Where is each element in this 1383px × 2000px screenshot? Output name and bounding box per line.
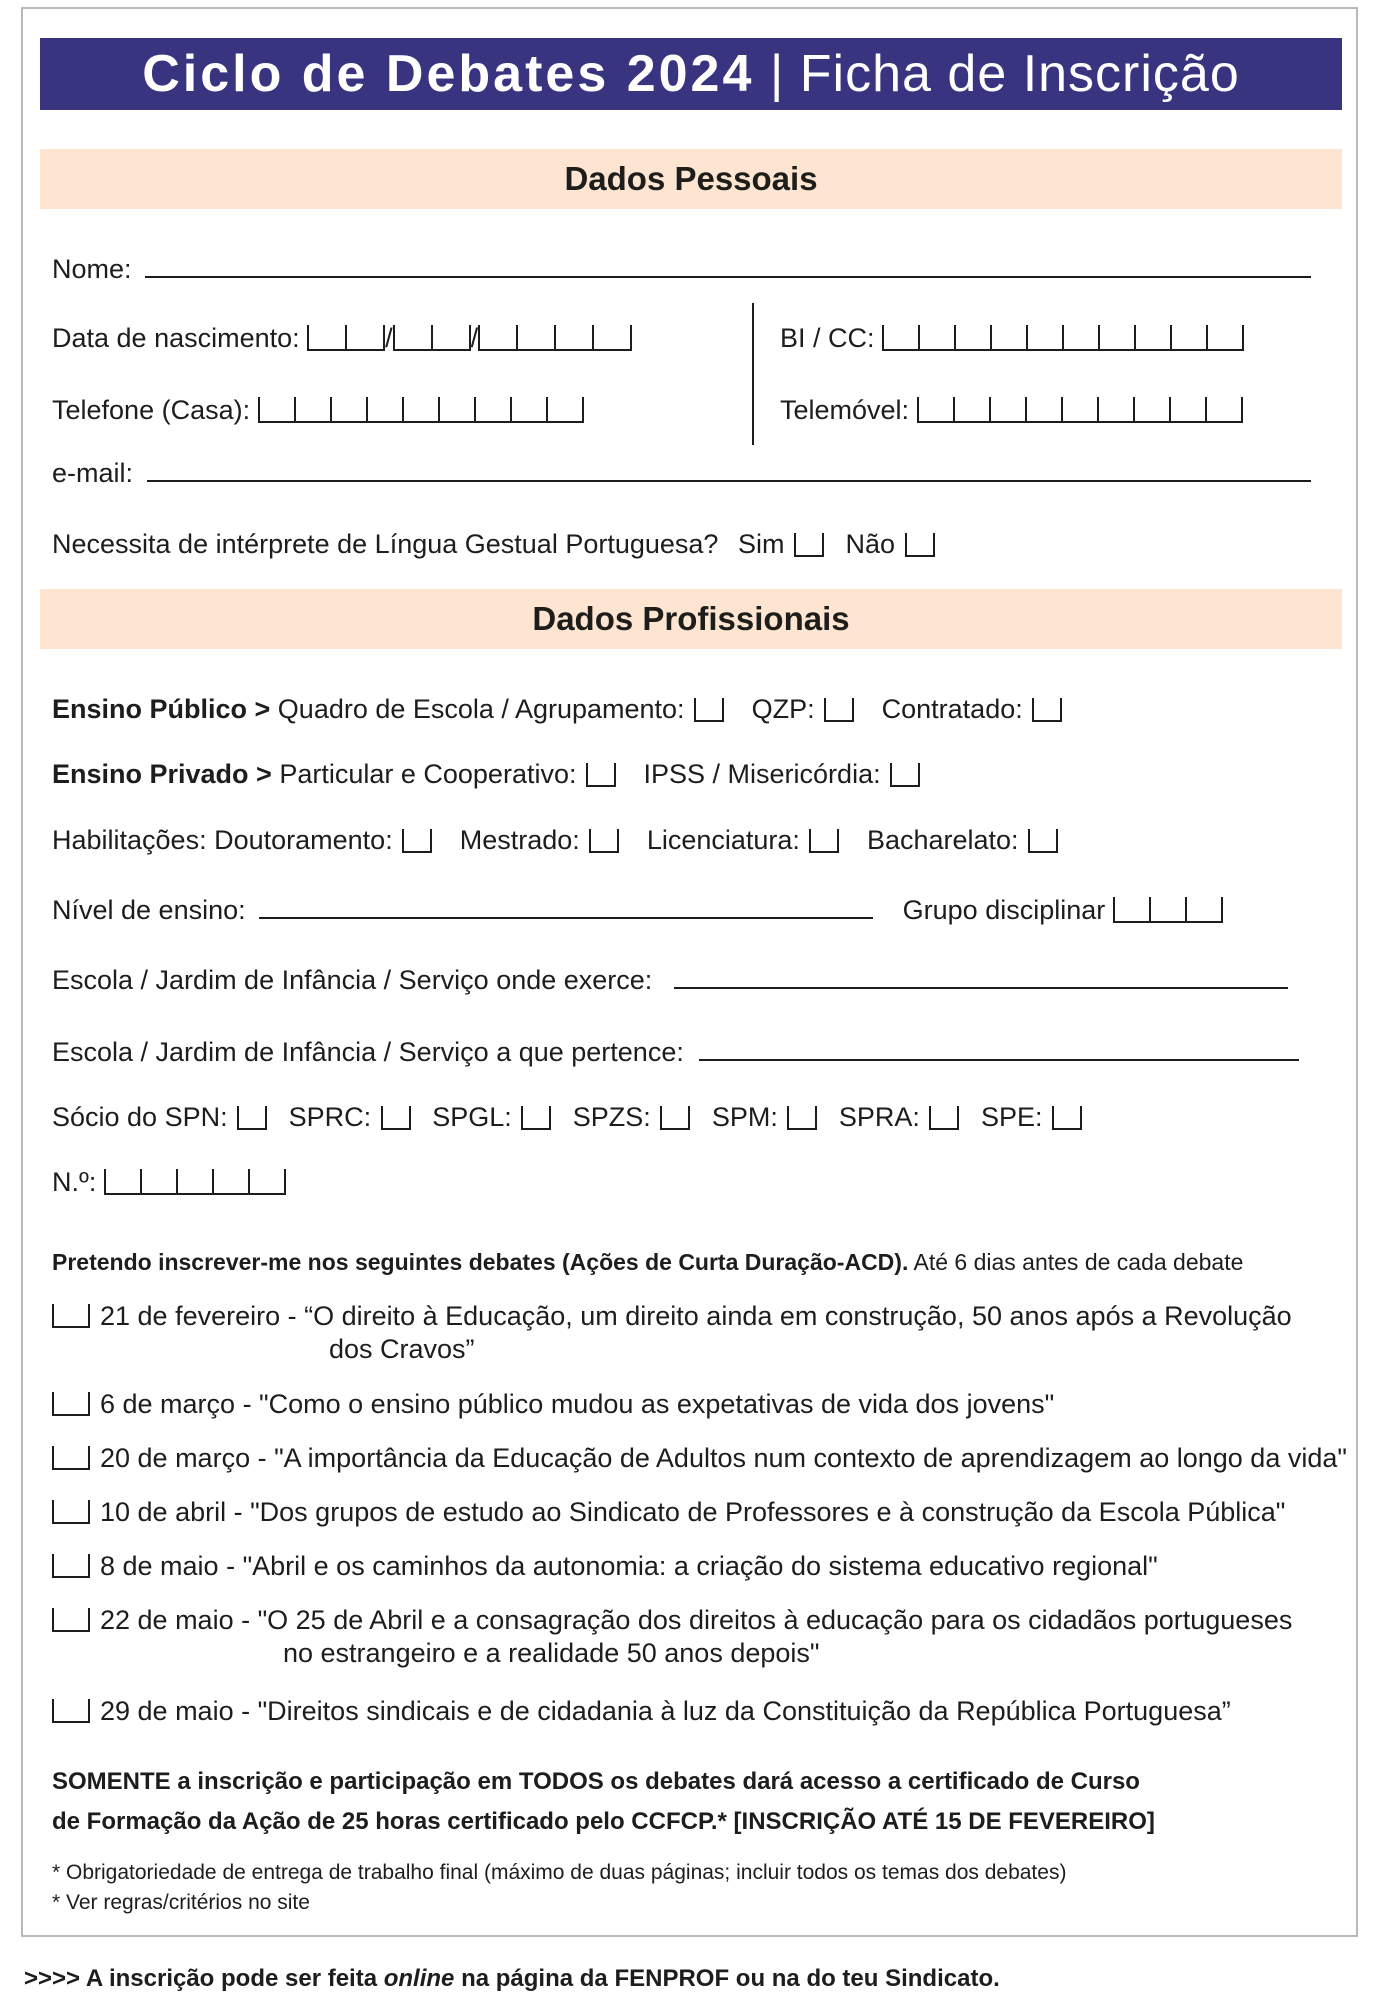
interpreter-no-box[interactable] (905, 533, 935, 557)
title-event: Ciclo de Debates 2024 (142, 45, 755, 103)
spra-box[interactable] (929, 1106, 959, 1130)
school-belongs-row (52, 1035, 1299, 1069)
form-title (40, 38, 1342, 110)
name-field[interactable] (145, 272, 1311, 278)
public-school-label: Quadro de Escola / Agrupamento: (277, 694, 685, 724)
ipss-box[interactable] (890, 763, 920, 787)
notice-line: de Formação da Ação de 25 horas certificado pelo CCFCP.* [INSCRIÇÃO ATÉ 15 DE FEVEREIRO] (52, 1808, 1155, 1835)
interpreter-row (52, 527, 937, 561)
school-belongs-label: Escola / Jardim de Infância / Serviço a que pertence: (52, 1037, 684, 1067)
debate-checkbox[interactable] (52, 1500, 90, 1524)
name-row (52, 252, 1311, 286)
title-form: Ficha de Inscrição (799, 45, 1240, 103)
level-label: Nível de ensino: (52, 895, 246, 925)
debate-checkbox[interactable] (52, 1608, 90, 1632)
closing-italic: online (383, 1965, 455, 1992)
spzs-box[interactable] (660, 1106, 690, 1130)
email-field[interactable] (147, 476, 1311, 482)
debate-item (52, 1300, 1292, 1366)
mobile-label: Telemóvel: (780, 395, 910, 425)
bachelor-label: Bacharelato: (866, 825, 1019, 855)
debate-line: 6 de março - "Como o ensino público mudou as expetativas de vida dos jovens" (100, 1389, 1055, 1419)
email-row (52, 456, 1311, 490)
debates-intro-bold: Pretendo inscrever-me nos seguintes debates (Ações de Curta Duração-ACD). (52, 1249, 909, 1275)
qzp-box[interactable] (824, 698, 854, 722)
spm-label: SPM: (711, 1102, 778, 1132)
school-belongs-field[interactable] (699, 1055, 1299, 1061)
interpreter-no-label: Não (845, 529, 896, 559)
title-separator: | (769, 45, 800, 103)
debate-line: 20 de março - "A importância da Educação de Adultos num contexto de aprendizagem ao longo da vida" (100, 1443, 1347, 1473)
date-slash: / (470, 323, 479, 353)
qualifications-label: Habilitações: (52, 825, 207, 855)
debate-item (52, 1604, 1292, 1670)
phone-label: Telefone (Casa): (52, 395, 251, 425)
school-exercise-field[interactable] (674, 983, 1288, 989)
number-boxes[interactable] (104, 1169, 286, 1195)
footnotes (52, 1858, 1066, 1918)
debate-item (52, 1695, 1231, 1728)
qualifications-row (52, 823, 1060, 857)
debate-line-continued: no estrangeiro e a realidade 50 anos depois" (283, 1638, 820, 1668)
closing-note (24, 1965, 1000, 1993)
footnote: * Ver regras/critérios no site (52, 1891, 310, 1914)
doctorate-box[interactable] (402, 829, 432, 853)
mobile-row (780, 393, 1243, 427)
debate-checkbox[interactable] (52, 1304, 90, 1328)
contract-box[interactable] (1032, 698, 1062, 722)
certificate-notice (52, 1762, 1155, 1842)
school-exercise-label: Escola / Jardim de Infância / Serviço onde exerce: (52, 965, 653, 995)
level-field[interactable] (259, 913, 873, 919)
private-row (52, 757, 922, 791)
mobile-boxes[interactable] (917, 397, 1243, 423)
interpreter-question: Necessita de intérprete de Língua Gestual Portuguesa? (52, 529, 719, 559)
debate-item (52, 1496, 1285, 1529)
debate-line: 21 de fevereiro - “O direito à Educação, um direito ainda em construção, 50 anos após a Revolução (100, 1301, 1292, 1331)
footnote: * Obrigatoriedade de entrega de trabalho final (máximo de duas páginas; incluir todos os temas dos debates) (52, 1861, 1067, 1884)
interpreter-yes-box[interactable] (794, 533, 824, 557)
section-professional: Dados Profissionais (40, 589, 1342, 649)
spgl-label: SPGL: (432, 1102, 512, 1132)
group-label: Grupo disciplinar (902, 895, 1106, 925)
doctorate-label: Doutoramento: (214, 825, 393, 855)
interpreter-yes-label: Sim (737, 529, 785, 559)
spzs-label: SPZS: (572, 1102, 651, 1132)
spe-label: SPE: (980, 1102, 1043, 1132)
birth-day-boxes[interactable] (307, 325, 385, 351)
private-coop-box[interactable] (586, 763, 616, 787)
name-label: Nome: (52, 254, 132, 284)
debate-line: 22 de maio - "O 25 de Abril e a consagração dos direitos à educação para os cidadãos portugueses (100, 1605, 1293, 1635)
member-row (52, 1100, 1084, 1134)
spe-box[interactable] (1052, 1106, 1082, 1130)
level-row (52, 893, 1223, 927)
bi-row (780, 321, 1244, 355)
debate-checkbox[interactable] (52, 1446, 90, 1470)
debate-checkbox[interactable] (52, 1554, 90, 1578)
ipss-label: IPSS / Misericórdia: (643, 759, 881, 789)
spra-label: SPRA: (838, 1102, 920, 1132)
birth-row (52, 321, 632, 355)
public-row (52, 692, 1064, 726)
bi-boxes[interactable] (882, 325, 1244, 351)
number-row (52, 1165, 286, 1199)
member-spn-label: Sócio do SPN: (52, 1102, 228, 1132)
notice-line: SOMENTE a inscrição e participação em TODOS os debates dará acesso a certificado de Curso (52, 1768, 1140, 1795)
debate-line: 8 de maio - "Abril e os caminhos da autonomia: a criação do sistema educativo regional" (100, 1551, 1158, 1581)
debate-line-continued: dos Cravos” (329, 1334, 475, 1364)
school-exercise-row (52, 963, 1288, 997)
public-label: Ensino Público > (52, 694, 271, 724)
masters-box[interactable] (589, 829, 619, 853)
bi-label: BI / CC: (780, 323, 875, 353)
debates-intro (52, 1245, 1243, 1279)
contract-label: Contratado: (881, 694, 1023, 724)
degree-label: Licenciatura: (646, 825, 800, 855)
private-coop-label: Particular e Cooperativo: (279, 759, 577, 789)
spn-box[interactable] (237, 1106, 267, 1130)
debate-line: 10 de abril - "Dos grupos de estudo ao Sindicato de Professores e à construção da Escola Pública" (100, 1497, 1286, 1527)
phone-boxes[interactable] (258, 397, 584, 423)
phone-row (52, 393, 584, 427)
debate-checkbox[interactable] (52, 1392, 90, 1416)
group-boxes[interactable] (1113, 897, 1223, 923)
spm-box[interactable] (787, 1106, 817, 1130)
email-label: e-mail: (52, 458, 134, 488)
private-label: Ensino Privado > (52, 759, 272, 789)
number-label: N.º: (52, 1167, 97, 1197)
closing-prefix: >>>> A inscrição pode ser feita (24, 1965, 378, 1992)
degree-box[interactable] (809, 829, 839, 853)
public-school-box[interactable] (694, 698, 724, 722)
closing-suffix: na página da FENPROF ou na do teu Sindicato. (461, 1965, 1000, 1992)
sprc-label: SPRC: (288, 1102, 372, 1132)
debate-item (52, 1388, 1054, 1421)
date-slash: / (385, 323, 393, 353)
debate-line: 29 de maio - "Direitos sindicais e de cidadania à luz da Constituição da República Portuguesa” (100, 1696, 1231, 1726)
debate-item (52, 1550, 1158, 1583)
bachelor-box[interactable] (1028, 829, 1058, 853)
vertical-divider (752, 303, 754, 445)
birth-year-boxes[interactable] (478, 325, 632, 351)
masters-label: Mestrado: (459, 825, 580, 855)
sprc-box[interactable] (381, 1106, 411, 1130)
spgl-box[interactable] (521, 1106, 551, 1130)
debate-checkbox[interactable] (52, 1699, 90, 1723)
debate-item (52, 1442, 1347, 1475)
birth-label: Data de nascimento: (52, 323, 300, 353)
qzp-label: QZP: (751, 694, 815, 724)
debates-intro-rest: Até 6 dias antes de cada debate (913, 1249, 1244, 1275)
section-personal: Dados Pessoais (40, 149, 1342, 209)
birth-month-boxes[interactable] (393, 325, 471, 351)
